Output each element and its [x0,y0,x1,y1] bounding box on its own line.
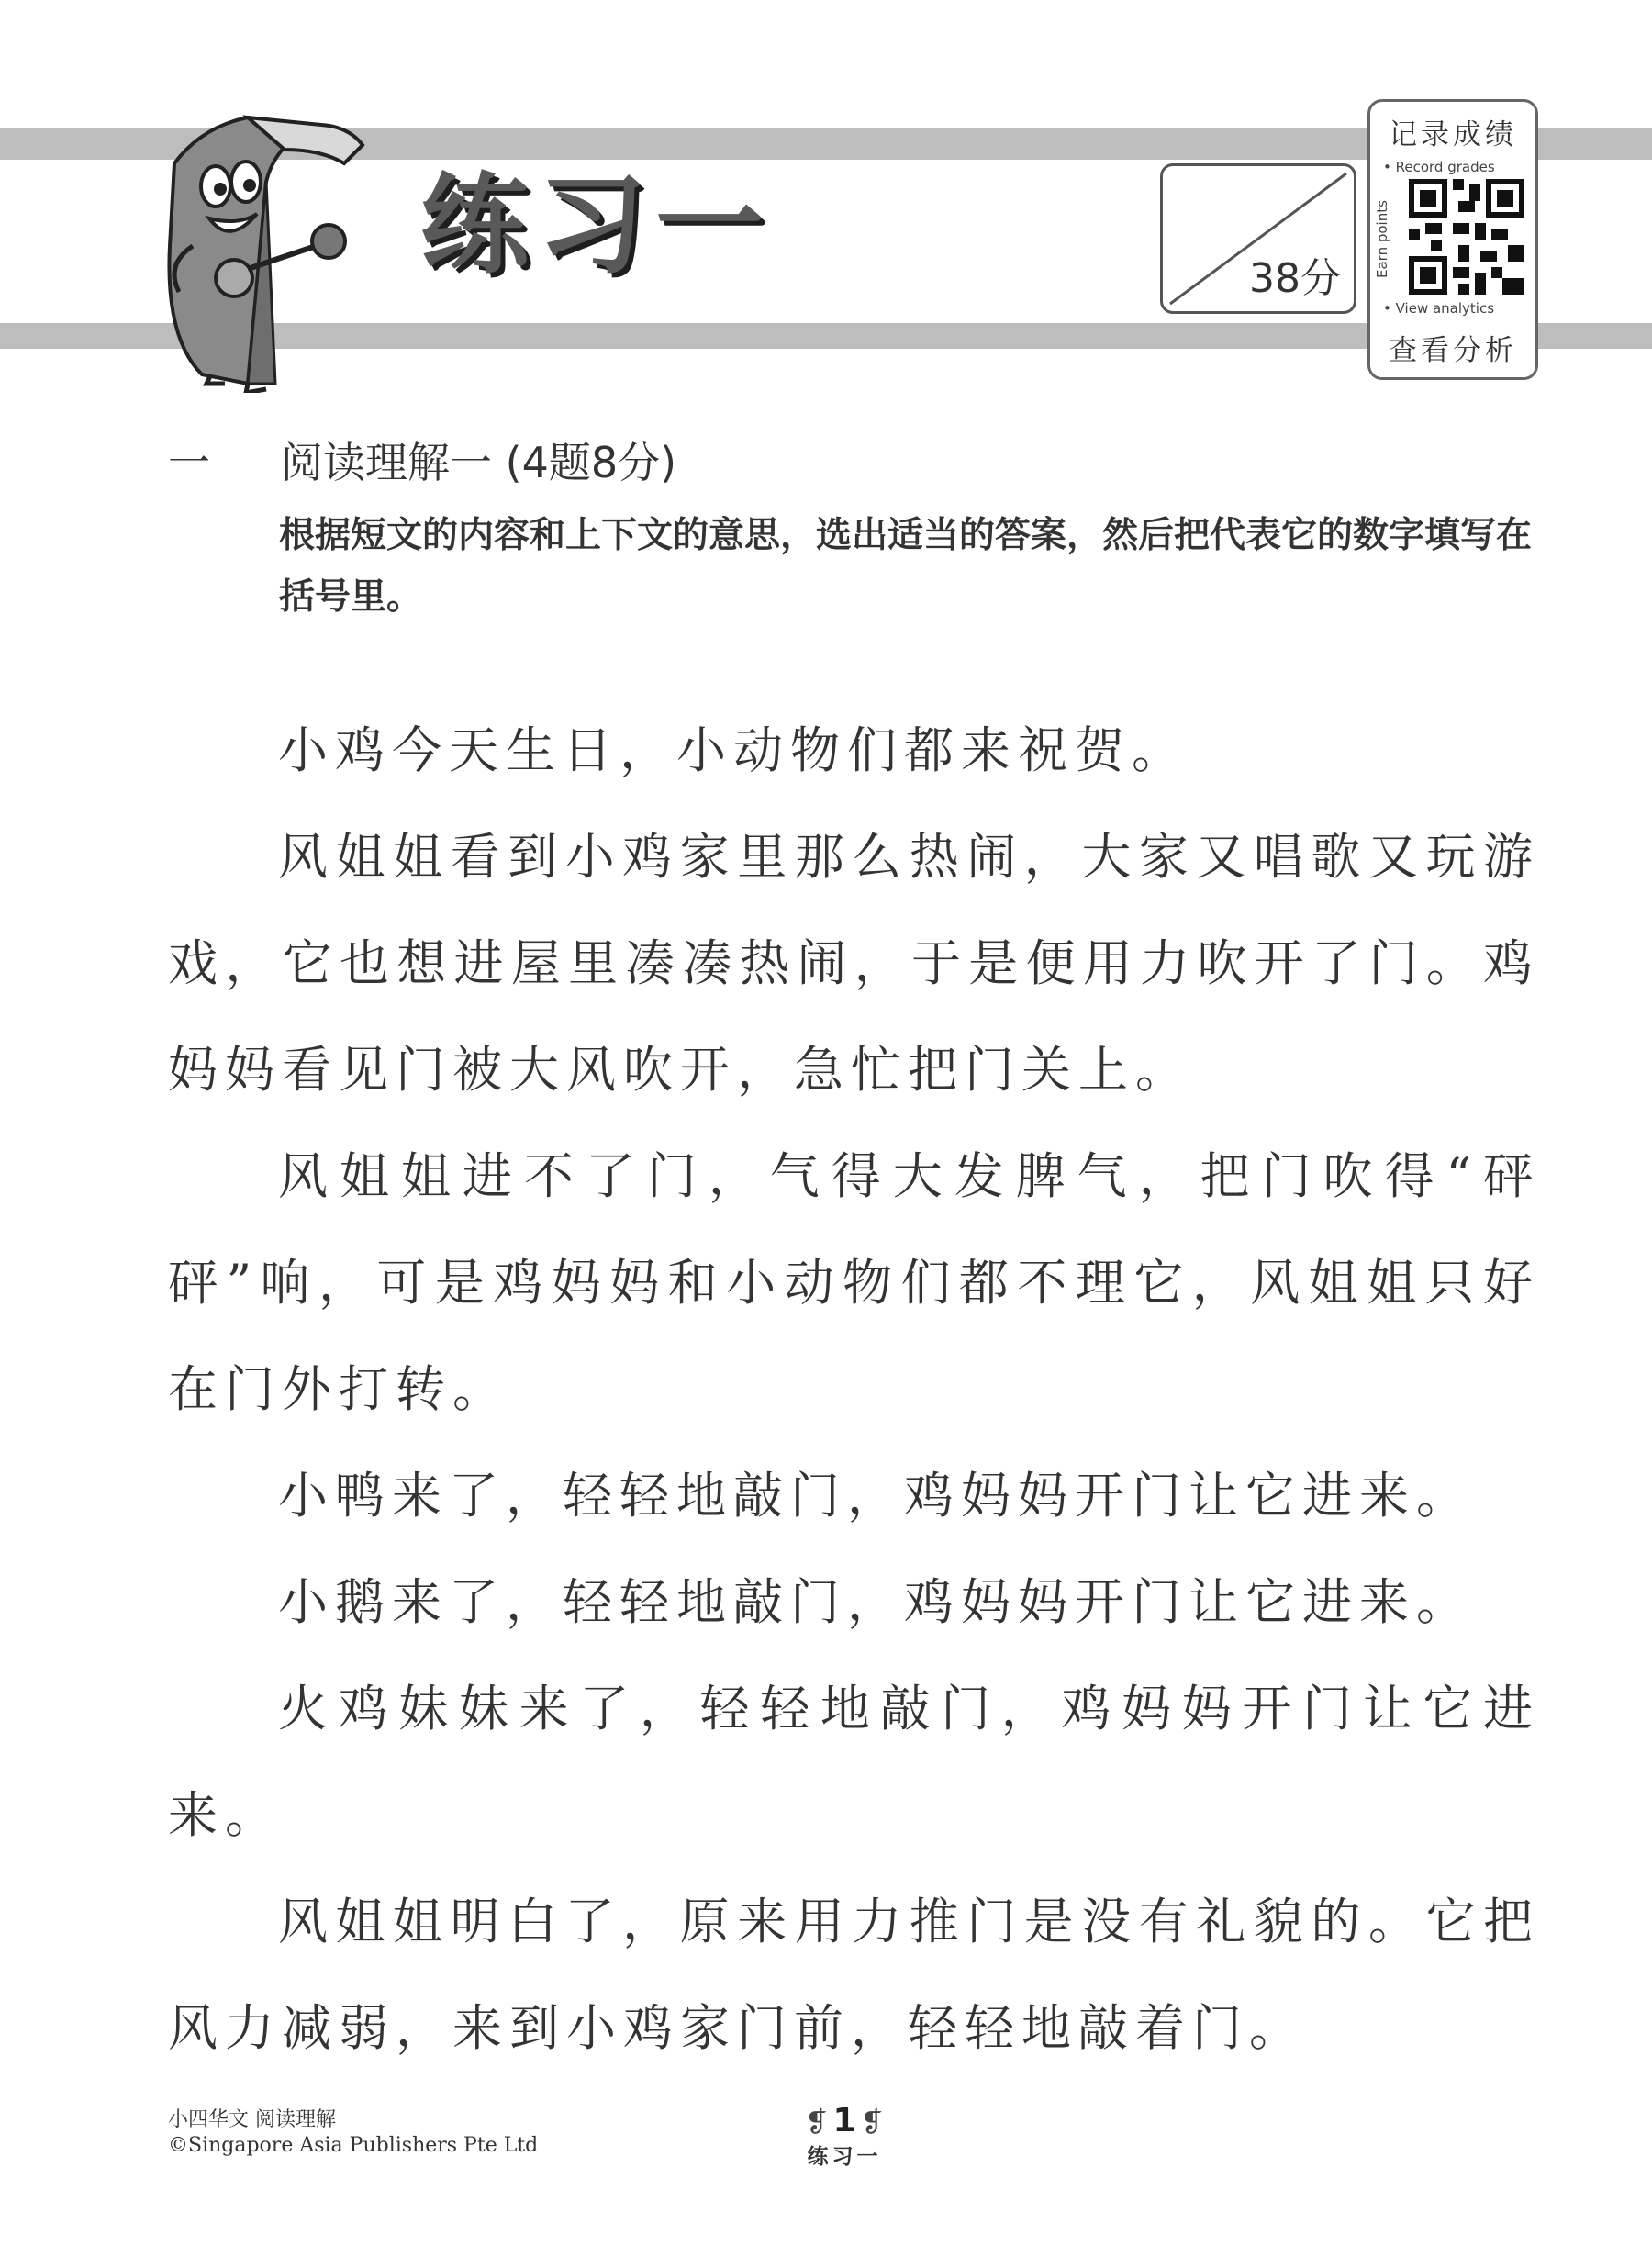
qr-top-label: 记录成绩 [1389,118,1517,151]
qr-view-analytics: • View analytics [1383,300,1495,317]
section-instruction: 根据短文的内容和上下文的意思，选出适当的答案，然后把代表它的数字填写在括号里。 [279,515,1533,618]
section-title: 阅读理解一 (4题8分) [281,438,677,487]
qr-record-grades: • Record grades [1383,159,1495,175]
passage-paragraph: 火鸡妹妹来了，轻轻地敲门，鸡妈妈开门让它进来。 [168,1680,1540,1844]
page-footer [789,2102,899,2170]
right-ornament-icon: ❡ [860,2106,884,2139]
page-number: 1 [832,2102,856,2140]
qr-code-icon[interactable] [1409,179,1524,295]
footer-copyright: ©Singapore Asia Publishers Pte Ltd [168,2134,539,2157]
footer-page-label: 练习一 [807,2145,882,2169]
score-box [1160,163,1356,314]
qr-panel[interactable] [1367,99,1538,380]
passage-paragraph: 小鸭来了，轻轻地敲门，鸡妈妈开门让它进来。 [278,1467,1473,1525]
left-ornament-icon: ❡ [805,2106,829,2139]
passage-paragraph: 风姐姐明白了，原来用力推门是没有礼貌的。它把风力减弱，来到小鸡家门前，轻轻地敲着门。 [168,1893,1540,2057]
book-mascot-illustration [138,108,385,393]
qr-bottom-label: 查看分析 [1389,334,1517,367]
footer-book-info [168,2107,538,2159]
page-title: 练习一 [420,162,774,288]
qr-earn-points: Earn points [1374,200,1390,278]
section-number: 一 [168,438,210,487]
passage-paragraph: 风姐姐进不了门，气得大发脾气，把门吹得“砰砰”响，可是鸡妈妈和小动物们都不理它，风姐姐只好在门外打转。 [168,1147,1540,1418]
total-score: 38分 [1249,255,1341,302]
passage-paragraph: 小鸡今天生日，小动物们都来祝贺。 [278,721,1189,779]
passage-paragraph: 小鹅来了，轻轻地敲门，鸡妈妈开门让它进来。 [278,1573,1473,1631]
reading-passage [168,698,1540,2082]
passage-paragraph: 风姐姐看到小鸡家里那么热闹，大家又唱歌又玩游戏，它也想进屋里凑凑热闹，于是便用力吹开了门。鸡妈妈看见门被大风吹开，急忙把门关上。 [168,828,1540,1099]
footer-book-title: 小四华文 阅读理解 [168,2108,336,2131]
